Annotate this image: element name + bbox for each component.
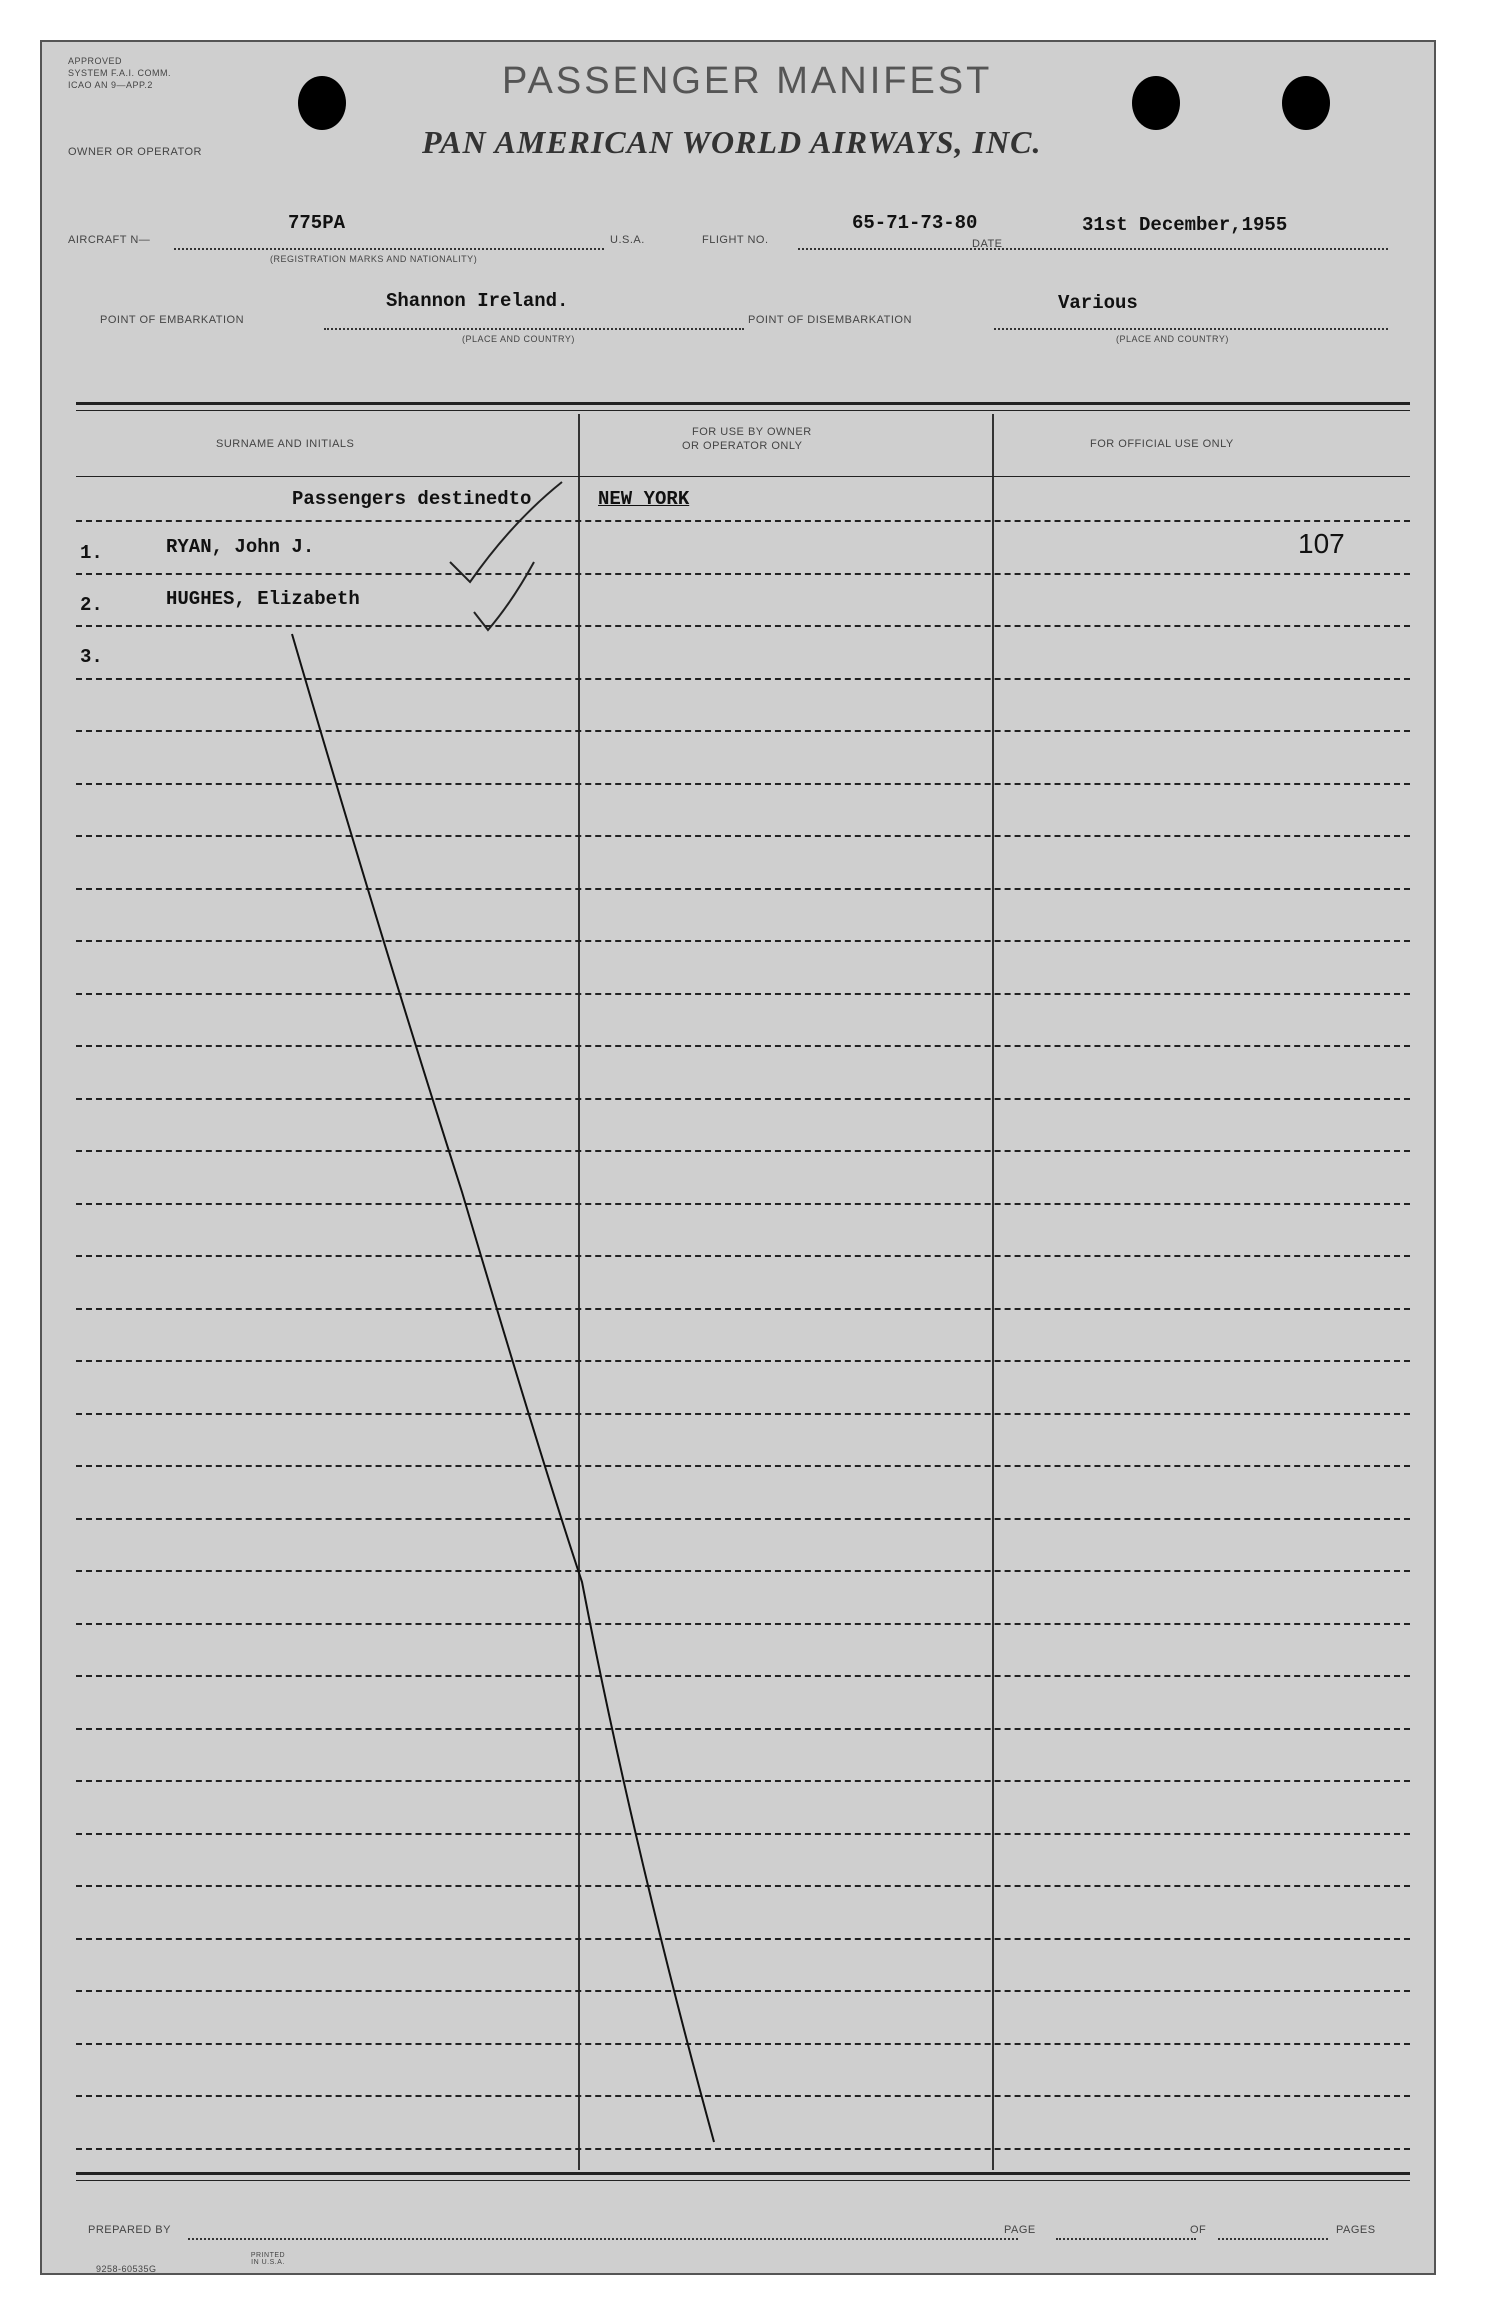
disembarkation-caption: (PLACE AND COUNTRY) (1116, 334, 1229, 344)
pages-label: PAGES (1336, 2224, 1376, 2236)
date-value: 31st December,1955 (1082, 214, 1288, 236)
column-header-surname: SURNAME AND INITIALS (216, 438, 355, 450)
aircraft-value: 775PA (288, 212, 346, 234)
manifest-sheet (40, 40, 1436, 2275)
row-number-1: 1. (80, 542, 103, 564)
embarkation-label: POINT OF EMBARKATION (100, 314, 245, 326)
check-mark-1 (450, 482, 562, 582)
official-stamp-number: 107 (1298, 528, 1345, 559)
pen-stroke (292, 634, 714, 2142)
embarkation-caption: (PLACE AND COUNTRY) (462, 334, 575, 344)
pen-marks (42, 42, 1434, 2273)
approval-line-1: APPROVED (68, 56, 123, 66)
owner-label: OWNER OR OPERATOR (68, 146, 202, 158)
usa-label: U.S.A. (610, 234, 645, 246)
flight-label: FLIGHT NO. (702, 234, 769, 246)
airline-name: PAN AMERICAN WORLD AIRWAYS, INC. (422, 124, 1042, 160)
column-header-official: FOR OFFICIAL USE ONLY (1090, 438, 1234, 450)
printed-mark: PRINTED IN U.S.A. (250, 2252, 286, 2266)
page-label: PAGE (1004, 2224, 1036, 2236)
destination-value: NEW YORK (598, 488, 690, 510)
passenger-name-2: HUGHES, Elizabeth (166, 588, 360, 610)
disembarkation-value: Various (1058, 292, 1138, 314)
passenger-name-1: RYAN, John J. (166, 536, 315, 558)
column-header-owner-1: FOR USE BY OWNER (692, 426, 812, 438)
embarkation-value: Shannon Ireland. (386, 290, 569, 312)
flight-value: 65-71-73-80 (852, 212, 978, 234)
row-number-2: 2. (80, 594, 103, 616)
aircraft-label: AIRCRAFT N— (68, 234, 151, 246)
of-label: OF (1190, 2224, 1207, 2236)
check-mark-2 (474, 562, 534, 630)
destination-prefix: Passengers destinedto (292, 488, 532, 510)
column-header-owner-2: OR OPERATOR ONLY (682, 440, 803, 452)
form-title: PASSENGER MANIFEST (502, 60, 993, 102)
registration-caption: (REGISTRATION MARKS AND NATIONALITY) (270, 254, 478, 264)
date-label: DATE (972, 238, 1003, 250)
approval-line-2: SYSTEM F.A.I. COMM. (68, 68, 172, 78)
approval-line-3: ICAO AN 9—APP.2 (68, 80, 153, 90)
form-code: 9258-60535G (96, 2264, 157, 2274)
row-number-3: 3. (80, 646, 103, 668)
disembarkation-label: POINT OF DISEMBARKATION (748, 314, 912, 326)
prepared-by-label: PREPARED BY (88, 2224, 171, 2236)
